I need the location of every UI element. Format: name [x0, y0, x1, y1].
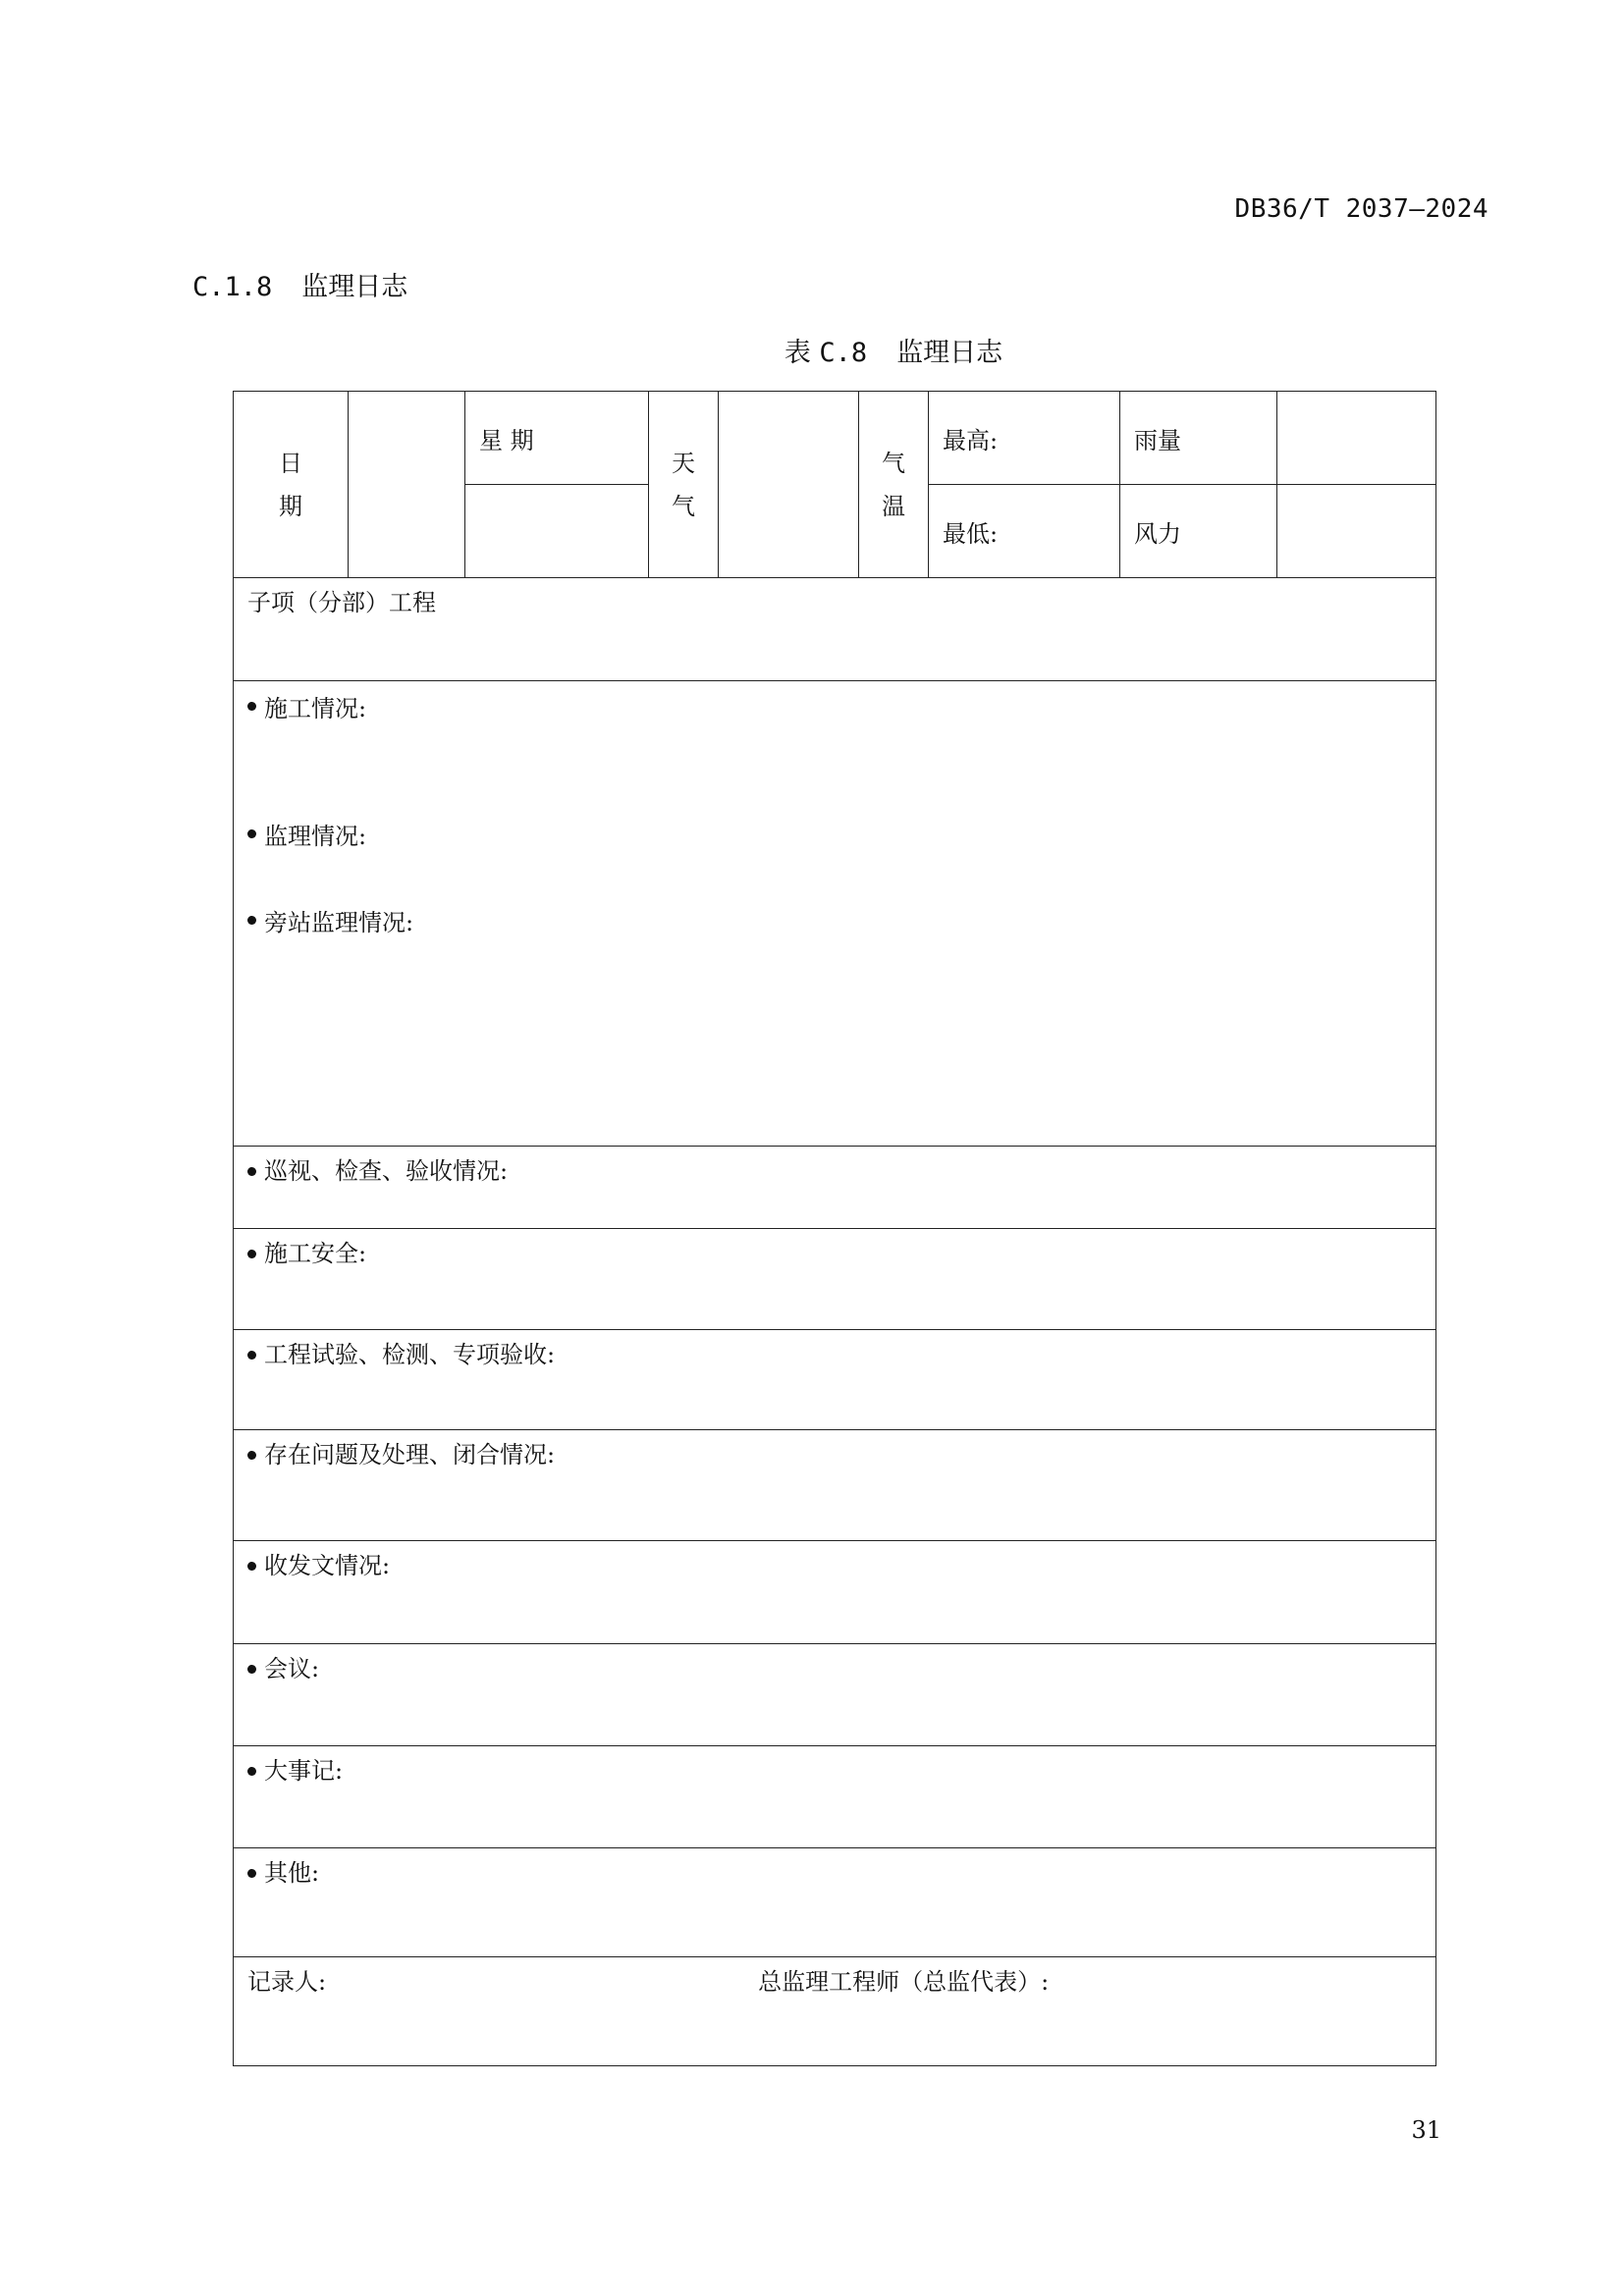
wind-label-cell [1120, 485, 1277, 578]
bullet-icon [247, 1869, 256, 1878]
rain-label-cell [1120, 392, 1277, 485]
meetings-label: 会议: [264, 1655, 320, 1682]
temperature-label-cell [859, 392, 929, 578]
bullet-icon [247, 702, 256, 711]
rain-value-cell[interactable] [1277, 392, 1436, 485]
low-temp-cell[interactable] [929, 485, 1120, 578]
weather-label-cell [649, 392, 719, 578]
events-cell[interactable] [234, 1746, 1436, 1848]
table-title-number: C.8 [819, 338, 868, 368]
issues-cell[interactable] [234, 1430, 1436, 1541]
patrol-label: 巡视、检查、验收情况: [264, 1157, 509, 1185]
date-label-cell [234, 392, 349, 578]
bullet-icon [247, 1665, 256, 1674]
section-title: 监理日志 [301, 272, 408, 302]
temperature-label: 气温 [881, 449, 905, 520]
testing-cell[interactable] [234, 1330, 1436, 1430]
table-title-text: 监理日志 [896, 338, 1003, 368]
weather-value-cell[interactable] [719, 392, 859, 578]
bullet-icon [247, 916, 256, 925]
testing-label: 工程试验、检测、专项验收: [264, 1341, 556, 1368]
signature-cell[interactable] [234, 1957, 1436, 2066]
meetings-cell[interactable] [234, 1644, 1436, 1746]
section-number: C.1.8 [192, 272, 273, 302]
weekday-label: 星 期 [479, 427, 534, 454]
low-temp-label: 最低: [943, 519, 999, 548]
safety-cell[interactable] [234, 1229, 1436, 1330]
patrol-cell[interactable] [234, 1147, 1436, 1229]
construction-label: 施工情况: [264, 694, 367, 722]
table-title-prefix: 表 [784, 338, 811, 368]
page-number: 31 [1411, 2116, 1441, 2144]
date-label: 日期 [278, 449, 302, 520]
section-heading [192, 265, 407, 303]
documents-cell[interactable] [234, 1541, 1436, 1644]
construction-block-cell[interactable] [234, 681, 1436, 1147]
table-title [0, 331, 1624, 369]
supervision-log-table [233, 391, 1436, 2066]
events-label: 大事记: [264, 1757, 344, 1785]
other-label: 其他: [264, 1859, 320, 1887]
subproject-label: 子项（分部）工程 [247, 589, 436, 616]
high-temp-cell[interactable] [929, 392, 1120, 485]
sidestation-label: 旁站监理情况: [264, 908, 414, 936]
recorder-label: 记录人: [247, 1968, 327, 1996]
wind-value-cell[interactable] [1277, 485, 1436, 578]
high-temp-label: 最高: [943, 426, 999, 454]
bullet-icon [247, 1767, 256, 1776]
bullet-icon [247, 1562, 256, 1571]
documents-label: 收发文情况: [264, 1552, 391, 1579]
bullet-icon [247, 1351, 256, 1360]
wind-label: 风力 [1134, 519, 1181, 548]
bullet-icon [247, 1167, 256, 1176]
other-cell[interactable] [234, 1848, 1436, 1957]
weather-label: 天气 [671, 449, 695, 520]
issues-label: 存在问题及处理、闭合情况: [264, 1441, 556, 1468]
bullet-icon [247, 1250, 256, 1258]
document-code: DB36/T 2037—2024 [1234, 194, 1489, 224]
weekday-label-cell [465, 392, 649, 485]
weekday-value-cell[interactable] [465, 485, 649, 578]
supervision-label: 监理情况: [264, 822, 367, 850]
bullet-icon [247, 829, 256, 838]
subproject-cell[interactable] [234, 578, 1436, 681]
date-value-cell[interactable] [349, 392, 465, 578]
rain-label: 雨量 [1134, 426, 1181, 454]
bullet-icon [247, 1451, 256, 1460]
safety-label: 施工安全: [264, 1240, 367, 1267]
chief-engineer-label: 总监理工程师（总监代表）: [758, 1968, 1050, 1996]
